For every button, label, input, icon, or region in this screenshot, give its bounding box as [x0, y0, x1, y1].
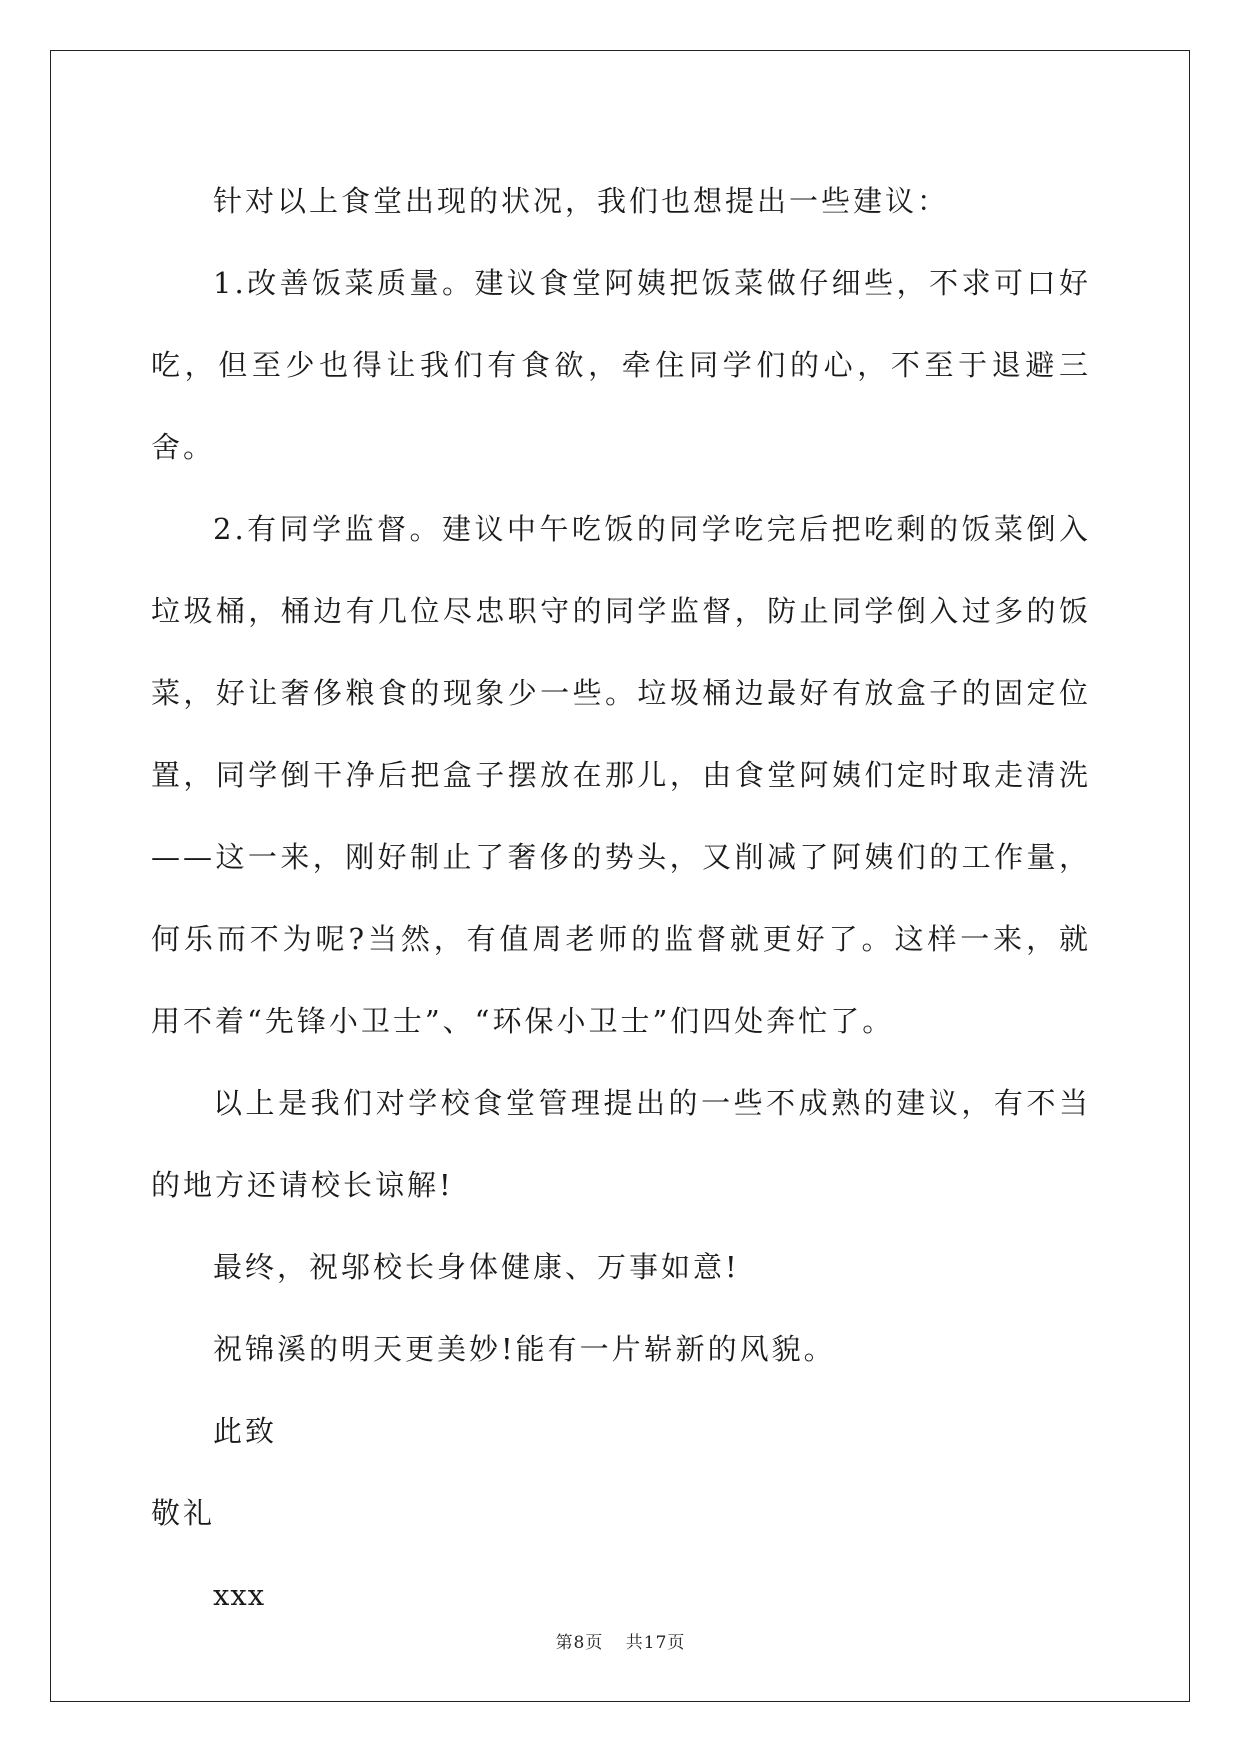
- letter-body: [151, 160, 1091, 1636]
- closing-salutation: 此致: [213, 1414, 278, 1448]
- paragraph-suggestion-2: 2.有同学监督。建议中午吃饭的同学吃完后把吃剩的饭菜倒入垃圾桶，桶边有几位尽忠职守的同学监督，防止同学倒入过多的饭菜，好让奢侈粮食的现象少一些。垃圾桶边最好有放盒子的固定位置，同学倒干净后把盒子摆放在那儿，由食堂阿姨们定时取走清洗——这一来，刚好制止了奢侈的势头，又削减了阿姨们的工作量，何乐而不为呢?当然，有值周老师的监督就更好了。这样一来，就用不着“先锋小卫士”、“环保小卫士”们四处奔忙了。: [151, 512, 1091, 1038]
- closing-respect: 敬礼: [151, 1496, 216, 1530]
- signature: xxx: [213, 1578, 266, 1612]
- paragraph-conclusion: 以上是我们对学校食堂管理提出的一些不成熟的建议，有不当的地方还请校长谅解!: [151, 1086, 1091, 1202]
- paragraph-wishes: 最终，祝邬校长身体健康、万事如意!: [213, 1250, 740, 1284]
- paragraph-intro: 针对以上食堂出现的状况，我们也想提出一些建议：: [213, 184, 950, 218]
- page-footer: [0, 1628, 1241, 1653]
- page-number-current: 第8页: [555, 1633, 604, 1653]
- paragraph-wishes-town: 祝锦溪的明天更美妙!能有一片崭新的风貌。: [213, 1332, 836, 1366]
- page-number-total: 共17页: [625, 1633, 686, 1653]
- paragraph-suggestion-1: 1.改善饭菜质量。建议食堂阿姨把饭菜做仔细些，不求可口好吃，但至少也得让我们有食欲，牵住同学们的心，不至于退避三舍。: [151, 266, 1091, 464]
